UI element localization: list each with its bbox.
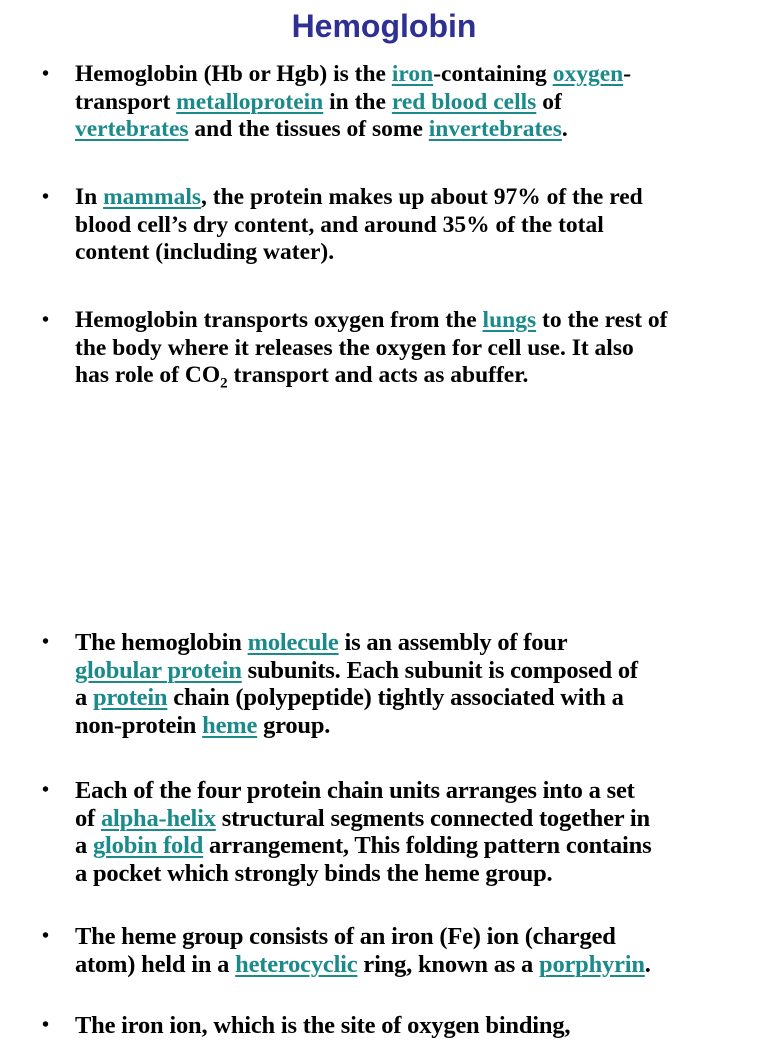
text-run: group. xyxy=(257,711,331,739)
wiki-link-alpha-helix[interactable]: alpha-helix xyxy=(100,804,216,832)
text-run: structural segments connected together in xyxy=(215,804,650,832)
text-run: a xyxy=(75,684,93,711)
bullet-line xyxy=(75,89,754,117)
wiki-link-vertebrates[interactable]: vertebrates xyxy=(75,116,189,142)
text-run: content (including water). xyxy=(75,239,335,265)
bullet-line xyxy=(75,184,754,212)
bullet-marker: • xyxy=(42,1014,50,1036)
text-run: of xyxy=(536,88,562,115)
text-run: The iron ion, which is the site of oxygen binding, xyxy=(75,1012,571,1039)
bullet-line xyxy=(75,212,754,240)
text-run: The hemoglobin xyxy=(75,629,248,656)
bullet-line xyxy=(75,629,754,657)
page-title: Hemoglobin xyxy=(291,8,477,44)
wiki-link-metalloprotein[interactable]: metalloprotein xyxy=(176,88,324,115)
text-run: a pocket which strongly binds the heme group. xyxy=(75,859,553,887)
bullet-line xyxy=(75,1012,754,1040)
bullet-line xyxy=(75,684,754,712)
bullet-marker: • xyxy=(42,186,50,208)
text-run: -containing xyxy=(433,61,553,87)
text-run: blood cell’s dry content, and around 35% of the total xyxy=(75,211,604,238)
text-run: . xyxy=(561,116,568,142)
text-run: Hemoglobin transports oxygen from the xyxy=(75,307,483,333)
text-run: transport xyxy=(75,88,177,115)
text-run: , the protein makes up about 97% of the red xyxy=(201,184,643,210)
text-run: - xyxy=(623,61,632,87)
bullet-line xyxy=(75,860,754,888)
bullet-item xyxy=(42,1012,754,1040)
text-run: transport and acts as abuffer. xyxy=(227,362,529,388)
text-run: atom) held in a xyxy=(75,950,236,978)
bullet-marker: • xyxy=(42,779,50,801)
text-run: has role of CO xyxy=(75,362,221,388)
text-run: non-protein xyxy=(75,711,203,739)
wiki-link-oxygen[interactable]: oxygen xyxy=(552,61,624,87)
text-run: Hemoglobin (Hb or Hgb) is the xyxy=(75,61,392,87)
bullet-item xyxy=(42,777,754,887)
wiki-link-red-blood-cells[interactable]: red blood cells xyxy=(391,88,537,115)
bullet-item xyxy=(42,629,754,739)
bullet-item xyxy=(42,61,754,144)
bullet-item xyxy=(42,923,754,978)
text-run: a xyxy=(75,832,93,859)
text-run: Each of the four protein chain units arranges into a set xyxy=(75,777,635,804)
bullet-line xyxy=(75,335,754,363)
bullet-line xyxy=(75,832,754,860)
wiki-link-mammals[interactable]: mammals xyxy=(103,184,201,210)
wiki-link-molecule[interactable]: molecule xyxy=(247,629,339,656)
bullet-line xyxy=(75,362,754,390)
wiki-link-heme[interactable]: heme xyxy=(202,711,258,739)
text-run: in the xyxy=(323,88,392,115)
bullet-line xyxy=(75,657,754,685)
wiki-link-invertebrates[interactable]: invertebrates xyxy=(428,116,562,142)
text-run: ring, known as a xyxy=(357,950,540,978)
bullet-item xyxy=(42,307,754,390)
bullet-marker: • xyxy=(42,309,50,331)
bullet-line xyxy=(75,777,754,805)
bullet-line xyxy=(75,116,754,144)
text-run: subunits. Each subunit is composed of xyxy=(241,656,638,684)
bullet-marker: • xyxy=(42,631,50,653)
wiki-link-porphyrin[interactable]: porphyrin xyxy=(539,950,645,978)
text-run: the body where it releases the oxygen for cell use. It also xyxy=(75,334,634,361)
wiki-link-heterocyclic[interactable]: heterocyclic xyxy=(235,950,358,978)
wiki-link-lungs[interactable]: lungs xyxy=(482,307,537,333)
text-run: and the tissues of some xyxy=(188,116,429,142)
bullet-marker: • xyxy=(42,63,50,85)
wiki-link-globular-protein[interactable]: globular protein xyxy=(75,656,242,684)
text-run: . xyxy=(644,950,651,978)
bullet-marker: • xyxy=(42,925,50,947)
bullet-line xyxy=(75,61,754,89)
text-run: The heme group consists of an iron (Fe) ion (charged xyxy=(75,923,616,950)
wiki-link-protein[interactable]: protein xyxy=(92,684,168,711)
bullet-line xyxy=(75,951,754,979)
wiki-link-globin-fold[interactable]: globin fold xyxy=(92,832,204,859)
wiki-link-iron[interactable]: iron xyxy=(391,61,434,87)
text-run: is an assembly of four xyxy=(338,629,568,656)
text-run: of xyxy=(75,804,101,832)
text-run: In xyxy=(75,184,104,210)
text-run: chain (polypeptide) tightly associated with a xyxy=(167,684,624,711)
bullet-line xyxy=(75,923,754,951)
subscript: 2 xyxy=(220,375,228,392)
bullet-line xyxy=(75,712,754,740)
bullet-line xyxy=(75,805,754,833)
bullet-line xyxy=(75,239,754,267)
text-run: arrangement, This folding pattern contains xyxy=(203,832,652,859)
bullet-line xyxy=(75,307,754,335)
text-run: to the rest of xyxy=(536,307,668,333)
bullet-item xyxy=(42,184,754,267)
